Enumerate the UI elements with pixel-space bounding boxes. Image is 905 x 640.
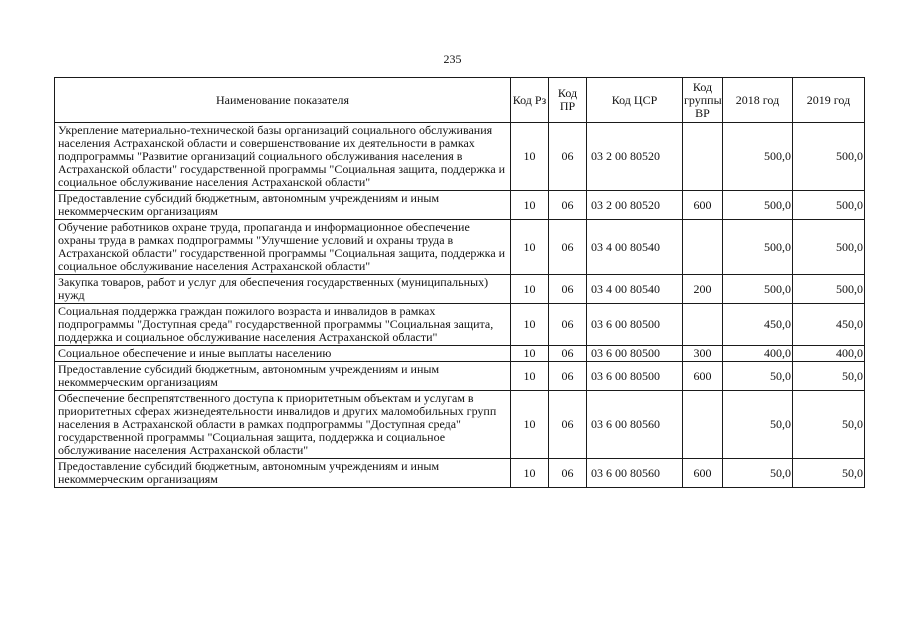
cell-2018: 400,0 [723, 346, 793, 362]
cell-name: Предоставление субсидий бюджетным, автономным учреждениям и иным некоммерческим организациям [55, 362, 511, 391]
cell-name: Обеспечение беспрепятственного доступа к приоритетным объектам и услугам в приоритетных сферах жизнедеятельности инвалидов и других маломобильных групп населения в Астраханской области в рамках подпрограммы "Доступная среда" государственной программы "Социальная защита, поддержка и социальное обслуживание населения Астраханской области" [55, 391, 511, 459]
table-row [55, 346, 865, 362]
cell-name: Закупка товаров, работ и услуг для обеспечения государственных (муниципальных) нужд [55, 275, 511, 304]
cell-2019: 50,0 [793, 362, 865, 391]
cell-pr: 06 [549, 220, 587, 275]
cell-2019: 400,0 [793, 346, 865, 362]
table-row [55, 275, 865, 304]
cell-pr: 06 [549, 346, 587, 362]
cell-pr: 06 [549, 123, 587, 191]
cell-csr: 03 2 00 80520 [587, 123, 683, 191]
table-row [55, 123, 865, 191]
cell-2019: 500,0 [793, 123, 865, 191]
header-name: Наименование показателя [55, 78, 511, 123]
cell-pr: 06 [549, 459, 587, 488]
cell-2018: 50,0 [723, 362, 793, 391]
cell-vr: 300 [683, 346, 723, 362]
cell-name: Предоставление субсидий бюджетным, автономным учреждениям и иным некоммерческим организациям [55, 459, 511, 488]
header-pr: Код ПР [549, 78, 587, 123]
cell-name: Предоставление субсидий бюджетным, автономным учреждениям и иным некоммерческим организациям [55, 191, 511, 220]
cell-2018: 500,0 [723, 123, 793, 191]
cell-rz: 10 [511, 346, 549, 362]
cell-2019: 50,0 [793, 459, 865, 488]
cell-2019: 50,0 [793, 391, 865, 459]
header-2018: 2018 год [723, 78, 793, 123]
cell-csr: 03 6 00 80500 [587, 346, 683, 362]
cell-vr: 600 [683, 459, 723, 488]
cell-pr: 06 [549, 304, 587, 346]
cell-csr: 03 2 00 80520 [587, 191, 683, 220]
cell-2018: 450,0 [723, 304, 793, 346]
cell-rz: 10 [511, 459, 549, 488]
table-row [55, 220, 865, 275]
cell-2018: 500,0 [723, 191, 793, 220]
table-header-row [55, 78, 865, 123]
cell-rz: 10 [511, 220, 549, 275]
cell-vr [683, 220, 723, 275]
budget-table [54, 77, 865, 488]
cell-2019: 500,0 [793, 191, 865, 220]
cell-rz: 10 [511, 391, 549, 459]
cell-rz: 10 [511, 304, 549, 346]
cell-pr: 06 [549, 391, 587, 459]
cell-pr: 06 [549, 191, 587, 220]
cell-vr: 200 [683, 275, 723, 304]
cell-2018: 500,0 [723, 220, 793, 275]
cell-name: Социальная поддержка граждан пожилого возраста и инвалидов в рамках подпрограммы "Доступная среда" государственной программы "Социальная защита, поддержка и социальное обслуживание населения Астраханской области" [55, 304, 511, 346]
cell-rz: 10 [511, 123, 549, 191]
cell-2019: 500,0 [793, 275, 865, 304]
page-number: 235 [443, 52, 462, 66]
cell-rz: 10 [511, 362, 549, 391]
header-rz: Код Рз [511, 78, 549, 123]
header-2019: 2019 год [793, 78, 865, 123]
header-csr: Код ЦСР [587, 78, 683, 123]
cell-vr [683, 304, 723, 346]
cell-2019: 450,0 [793, 304, 865, 346]
cell-2018: 500,0 [723, 275, 793, 304]
cell-name: Укрепление материально-технической базы организаций социального обслуживания населения Астраханской области и совершенствование их деятельности в рамках подпрограммы "Развитие организаций социального обслуживания населения в Астраханской области" государственной программы "Социальная защита, поддержка и социальное обслуживание населения Астраханской области" [55, 123, 511, 191]
table-row [55, 459, 865, 488]
cell-2018: 50,0 [723, 391, 793, 459]
cell-vr: 600 [683, 362, 723, 391]
cell-rz: 10 [511, 275, 549, 304]
table-row [55, 191, 865, 220]
cell-vr [683, 123, 723, 191]
table-row [55, 362, 865, 391]
cell-2019: 500,0 [793, 220, 865, 275]
cell-2018: 50,0 [723, 459, 793, 488]
cell-csr: 03 6 00 80560 [587, 391, 683, 459]
cell-csr: 03 4 00 80540 [587, 275, 683, 304]
cell-name: Социальное обеспечение и иные выплаты населению [55, 346, 511, 362]
table-row [55, 391, 865, 459]
cell-vr: 600 [683, 191, 723, 220]
cell-vr [683, 391, 723, 459]
cell-csr: 03 6 00 80500 [587, 304, 683, 346]
table-row [55, 304, 865, 346]
cell-csr: 03 4 00 80540 [587, 220, 683, 275]
cell-csr: 03 6 00 80560 [587, 459, 683, 488]
header-vr: Код группы ВР [683, 78, 723, 123]
cell-name: Обучение работников охране труда, пропаганда и информационное обеспечение охраны труда в рамках подпрограммы "Улучшение условий и охраны труда в Астраханской области" государственной программы "Социальная защита, поддержка и социальное обслуживание населения Астраханской области" [55, 220, 511, 275]
cell-rz: 10 [511, 191, 549, 220]
cell-pr: 06 [549, 362, 587, 391]
cell-pr: 06 [549, 275, 587, 304]
cell-csr: 03 6 00 80500 [587, 362, 683, 391]
